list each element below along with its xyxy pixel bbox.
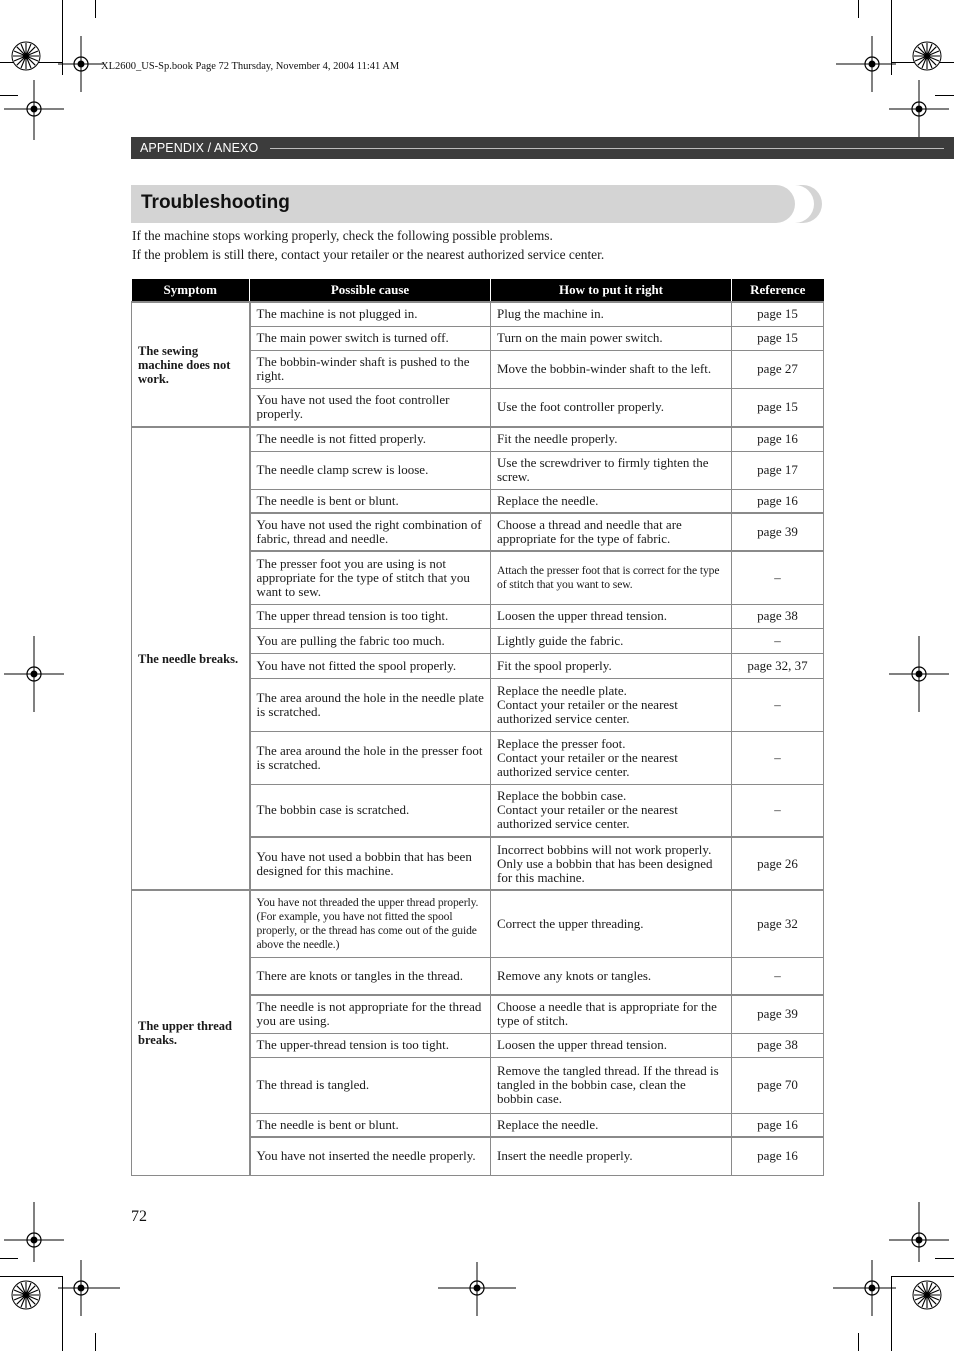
cause-cell: The area around the hole in the presser foot is scratched. [250,731,491,784]
remedy-cell: Remove any knots or tangles. [491,957,732,995]
cause-cell: The area around the hole in the needle plate is scratched. [250,678,491,731]
reference-cell: – [732,731,824,784]
remedy-cell: Correct the upper threading. [491,890,732,957]
reference-cell: page 16 [732,1137,824,1175]
cause-cell: There are knots or tangles in the thread. [250,957,491,995]
title-banner [131,185,823,223]
remedy-cell: Loosen the upper thread tension. [491,604,732,628]
rosette-mark [12,1281,40,1309]
cause-cell: The needle is bent or blunt. [250,489,491,513]
symptom-cell: The upper thread breaks. [132,890,250,1175]
remedy-cell: Lightly guide the fabric. [491,628,732,653]
rosette-mark [913,42,941,70]
remedy-cell: Move the bobbin-winder shaft to the left. [491,350,732,388]
remedy-cell: Remove the tangled thread. If the thread is tangled in the bobbin case, clean the bobbin case. [491,1057,732,1113]
remedy-cell: Use the screwdriver to firmly tighten the screw. [491,451,732,489]
cause-cell: The needle is not appropriate for the thread you are using. [250,995,491,1033]
remedy-cell: Choose a thread and needle that are appropriate for the type of fabric. [491,513,732,551]
reference-cell: page 38 [732,604,824,628]
reference-cell: page 39 [732,513,824,551]
cause-cell: The bobbin-winder shaft is pushed to the right. [250,350,491,388]
page-number: 72 [131,1208,147,1225]
reference-cell: page 15 [732,302,824,326]
cause-cell: The upper-thread tension is too tight. [250,1033,491,1057]
cause-cell: You have not used the right combination of fabric, thread and needle. [250,513,491,551]
reference-cell: page 38 [732,1033,824,1057]
remedy-cell: Replace the needle. [491,1113,732,1137]
reference-cell: page 15 [732,388,824,427]
reference-cell: – [732,551,824,604]
reference-cell: page 16 [732,427,824,451]
cause-cell: The needle clamp screw is loose. [250,451,491,489]
table-header-row [132,279,824,302]
column-header: Possible cause [250,279,491,302]
remedy-cell: Choose a needle that is appropriate for the type of stitch. [491,995,732,1033]
reference-cell: – [732,957,824,995]
column-header: Symptom [132,279,250,302]
cause-cell: You have not fitted the spool properly. [250,653,491,678]
reference-cell: page 27 [732,350,824,388]
remedy-cell: Replace the needle. [491,489,732,513]
cause-cell: The needle is bent or blunt. [250,1113,491,1137]
reference-cell: page 32, 37 [732,653,824,678]
column-header: How to put it right [491,279,732,302]
reference-cell: – [732,628,824,653]
reference-cell: page 26 [732,837,824,890]
section-label: APPENDIX / ANEXO [140,141,259,155]
cause-cell: The machine is not plugged in. [250,302,491,326]
cause-cell: The bobbin case is scratched. [250,784,491,837]
intro-line: If the machine stops working properly, check the following possible problems. [132,228,553,243]
remedy-cell: Fit the needle properly. [491,427,732,451]
reference-cell: page 15 [732,326,824,350]
symptom-cell: The needle breaks. [132,427,250,890]
page-title: Troubleshooting [141,192,290,213]
reference-cell: page 16 [732,489,824,513]
symptom-cell: The sewing machine does not work. [132,302,250,427]
cause-cell: You have not used the foot controller properly. [250,388,491,427]
cause-cell: You have not threaded the upper thread properly. (For example, you have not fitted the spool properly, or the thread has come out of the guide above the needle.) [250,890,491,957]
section-rule [270,148,944,149]
remedy-cell: Plug the machine in. [491,302,732,326]
remedy-cell: Replace the presser foot. Contact your retailer or the nearest authorized service center. [491,731,732,784]
remedy-cell: Attach the presser foot that is correct for the type of stitch that you want to sew. [491,551,732,604]
cause-cell: The main power switch is turned off. [250,326,491,350]
table-row [132,302,824,326]
reference-cell: page 16 [732,1113,824,1137]
reference-cell: page 17 [732,451,824,489]
intro-text [132,226,832,264]
cause-cell: The presser foot you are using is not appropriate for the type of stitch that you want to sew. [250,551,491,604]
troubleshooting-table [131,279,824,1176]
table-body [132,302,824,1175]
table-row [132,890,824,957]
remedy-cell: Insert the needle properly. [491,1137,732,1175]
reference-cell: page 32 [732,890,824,957]
section-header-bar [131,137,954,159]
rosette-mark [12,42,40,70]
remedy-cell: Turn on the main power switch. [491,326,732,350]
column-header: Reference [732,279,824,302]
remedy-cell: Fit the spool properly. [491,653,732,678]
cause-cell: You are pulling the fabric too much. [250,628,491,653]
reference-cell: – [732,678,824,731]
intro-line: If the problem is still there, contact your retailer or the nearest authorized service center. [132,247,605,262]
reference-cell: – [732,784,824,837]
print-file-info: XL2600_US-Sp.book Page 72 Thursday, November 4, 2004 11:41 AM [101,61,400,72]
cause-cell: You have not used a bobbin that has been designed for this machine. [250,837,491,890]
cause-cell: You have not inserted the needle properly. [250,1137,491,1175]
remedy-cell: Replace the needle plate. Contact your retailer or the nearest authorized service center. [491,678,732,731]
reference-cell: page 39 [732,995,824,1033]
remedy-cell: Replace the bobbin case. Contact your retailer or the nearest authorized service center. [491,784,732,837]
remedy-cell: Incorrect bobbins will not work properly. Only use a bobbin that has been designed for this machine. [491,837,732,890]
cause-cell: The upper thread tension is too tight. [250,604,491,628]
remedy-cell: Loosen the upper thread tension. [491,1033,732,1057]
rosette-mark [913,1281,941,1309]
cause-cell: The thread is tangled. [250,1057,491,1113]
reference-cell: page 70 [732,1057,824,1113]
cause-cell: The needle is not fitted properly. [250,427,491,451]
remedy-cell: Use the foot controller properly. [491,388,732,427]
table-row [132,427,824,451]
